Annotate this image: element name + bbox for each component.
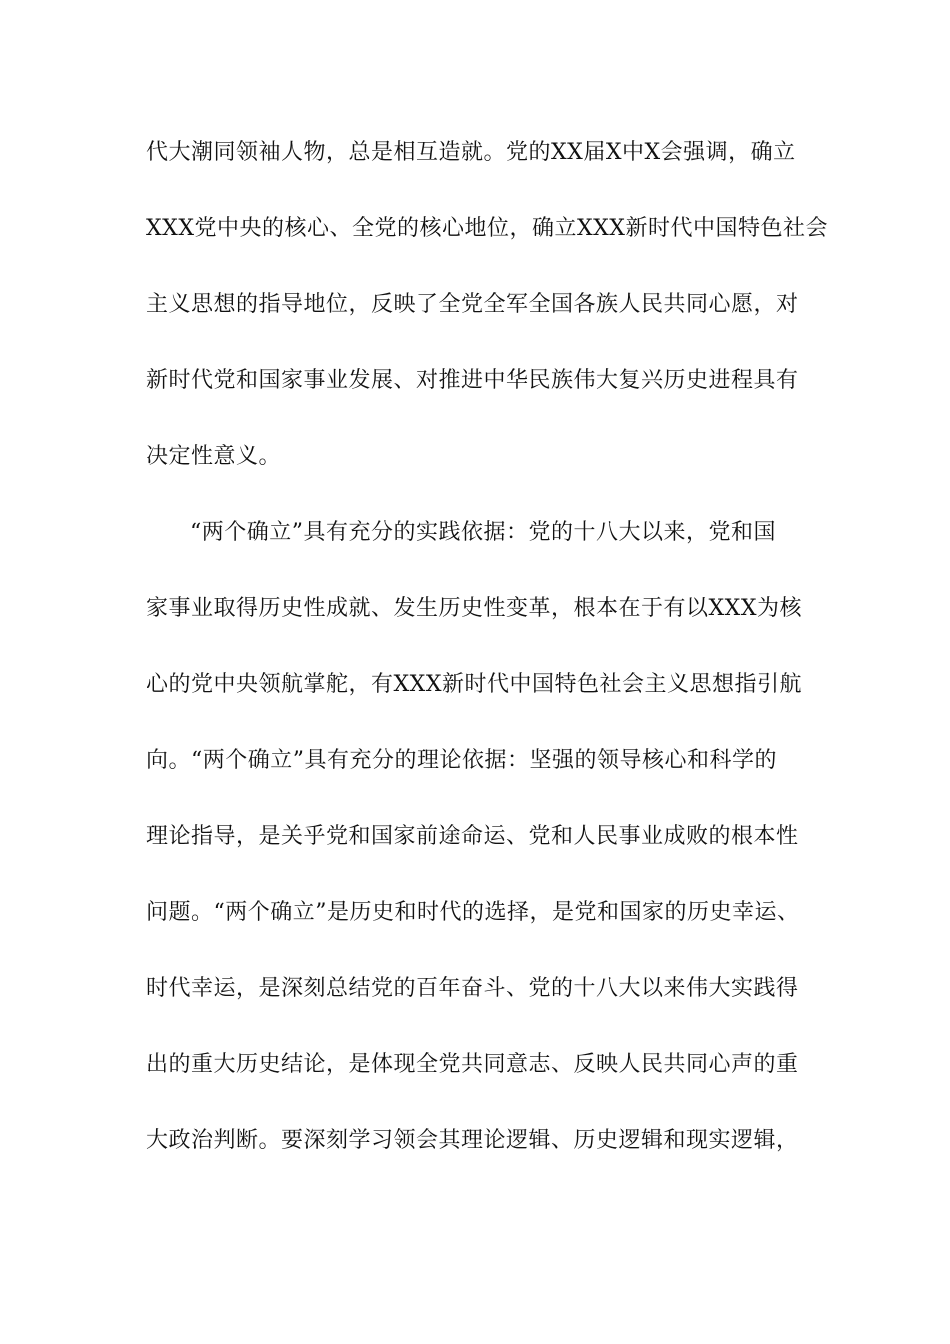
paragraph-line: 家事业取得历史性成就、发生历史性变革，根本在于有以XXX为核	[146, 596, 802, 621]
paragraph-line: 理论指导，是关乎党和国家前途命运、党和人民事业成败的根本性	[146, 824, 799, 849]
paragraph-line: “两个确立”具有充分的实践依据：党的十八大以来，党和国	[190, 520, 776, 545]
paragraph-line: 代大潮同领袖人物，总是相互造就。党的XX届X中X会强调，确立	[146, 140, 796, 165]
paragraph-line: 时代幸运，是深刻总结党的百年奋斗、党的十八大以来伟大实践得	[146, 976, 799, 1001]
paragraph-line: 出的重大历史结论，是体现全党共同意志、反映人民共同心声的重	[146, 1052, 799, 1077]
paragraph-line: 主义思想的指导地位，反映了全党全军全国各族人民共同心愿，对	[146, 292, 799, 317]
paragraph-line: XXX党中央的核心、全党的核心地位，确立XXX新时代中国特色社会	[146, 216, 828, 241]
paragraph-line: 向。“两个确立”具有充分的理论依据：坚强的领导核心和科学的	[146, 748, 777, 773]
paragraph-line: 问题。“两个确立”是历史和时代的选择，是党和国家的历史幸运、	[146, 900, 800, 925]
paragraph-line: 决定性意义。	[146, 444, 282, 469]
paragraph-line: 新时代党和国家事业发展、对推进中华民族伟大复兴历史进程具有	[146, 368, 799, 393]
paragraph-line: 大政治判断。要深刻学习领会其理论逻辑、历史逻辑和现实逻辑，	[146, 1128, 799, 1153]
paragraph-line: 心的党中央领航掌舵，有XXX新时代中国特色社会主义思想指引航	[146, 672, 802, 697]
